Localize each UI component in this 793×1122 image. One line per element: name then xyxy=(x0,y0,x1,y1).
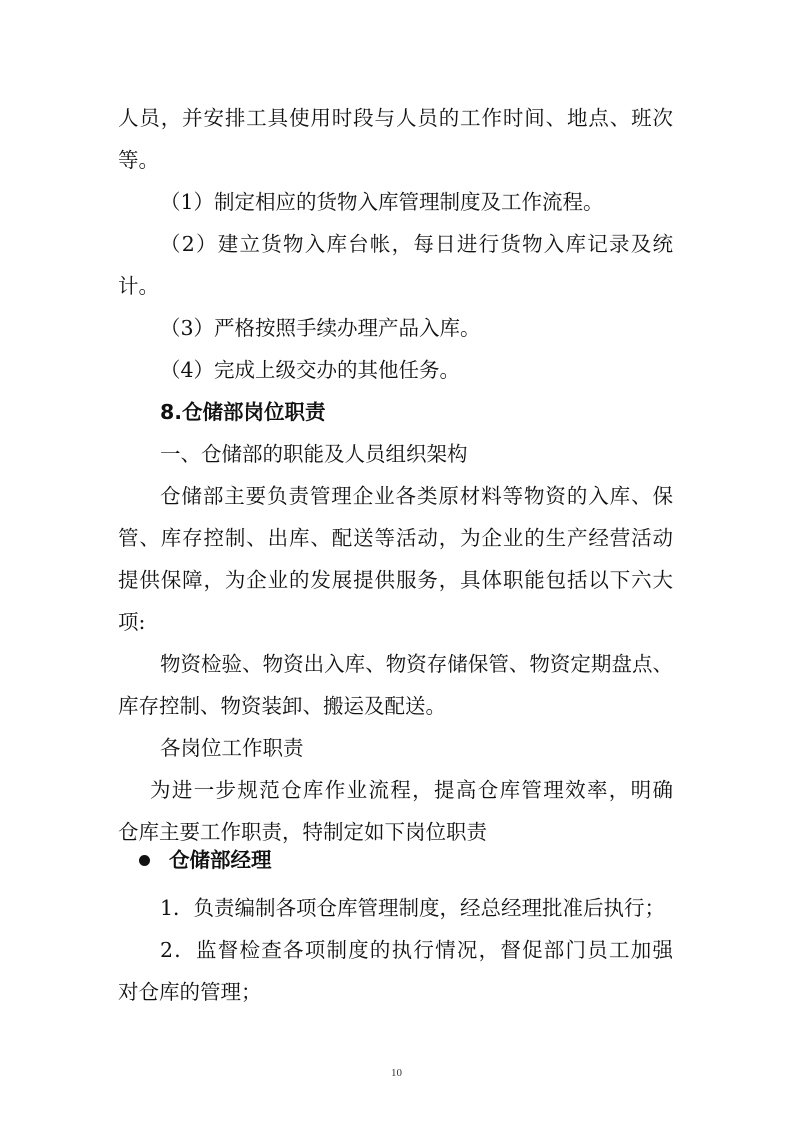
list-item-4: （4）完成上级交办的其他任务。 xyxy=(160,358,461,382)
paragraph-line: 等。 xyxy=(118,148,159,172)
bullet-icon xyxy=(139,855,150,866)
paragraph-line: 管、库存控制、出库、配送等活动，为企业的生产经营活动 xyxy=(118,526,673,550)
list-item-1: （1）制定相应的货物入库管理制度及工作流程。 xyxy=(160,190,604,214)
paragraph-line: 仓库主要工作职责，特制定如下岗位职责 xyxy=(118,820,487,844)
role-heading: 仓储部经理 xyxy=(169,848,272,872)
paragraph-line: 物资检验、物资出入库、物资存储保管、物资定期盘点、 xyxy=(160,652,673,676)
list-item-3: （3）严格按照手续办理产品入库。 xyxy=(160,316,481,340)
page-number: 10 xyxy=(391,1067,402,1079)
paragraph-line: 项: xyxy=(118,610,146,634)
paragraph-line: 人员，并安排工具使用时段与人员的工作时间、地点、班次 xyxy=(118,106,673,130)
paragraph-line: 为进一步规范仓库作业流程，提高仓库管理效率，明确 xyxy=(150,778,673,802)
duty-item-2: 2．监督检查各项制度的执行情况，督促部门员工加强 xyxy=(160,938,673,962)
list-item-2: （2）建立货物入库台帐，每日进行货物入库记录及统 xyxy=(160,232,673,256)
duty-item-2-continued: 对仓库的管理； xyxy=(118,980,262,1004)
duty-item-1: 1．负责编制各项仓库管理制度，经总经理批准后执行； xyxy=(160,896,666,920)
paragraph-line: 库存控制、物资装卸、搬运及配送。 xyxy=(118,694,446,718)
paragraph-line: 提供保障，为企业的发展提供服务，具体职能包括以下六大 xyxy=(118,568,673,592)
list-item-2-continued: 计。 xyxy=(118,274,159,298)
subsection-heading: 各岗位工作职责 xyxy=(160,736,304,760)
paragraph-line: 仓储部主要负责管理企业各类原材料等物资的入库、保 xyxy=(160,484,673,508)
subsection-heading: 一、仓储部的职能及人员组织架构 xyxy=(160,442,468,466)
section-heading: 8.仓储部岗位职责 xyxy=(160,400,326,424)
